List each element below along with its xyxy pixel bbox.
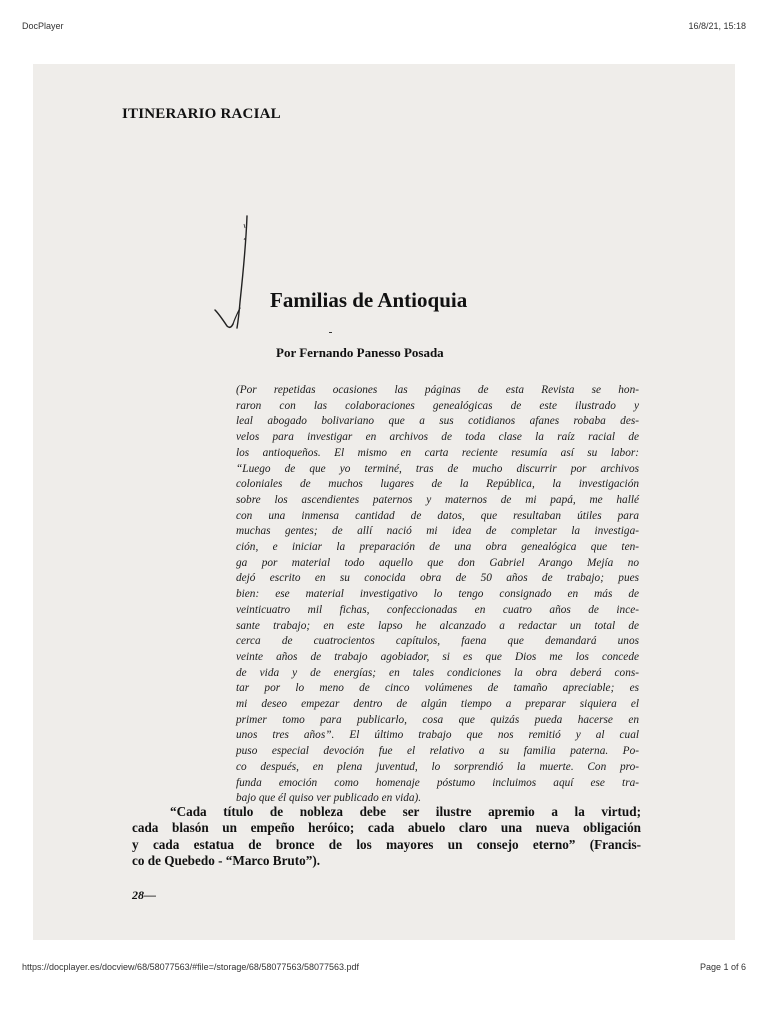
print-datetime: 16/8/21, 15:18 xyxy=(688,21,746,31)
intro-text-line: sobre los ascendientes paternos y maternos de mi papá, me hallé xyxy=(236,493,639,506)
intro-text-line: muchas gentes; de allí nació mi idea de completar la investiga- xyxy=(236,525,639,538)
scanned-page xyxy=(33,64,735,940)
intro-text-line: funda emoción como homenaje póstumo incluimos aquí ese tra- xyxy=(236,776,639,789)
intro-text-line: coloniales de muchos lugares de la República, la investigación xyxy=(236,478,639,491)
intro-text-line: velos para investigar en archivos de toda clase la raíz racial de xyxy=(236,431,639,444)
intro-text-line: ción, e iniciar la preparación de una obra genealógica que ten- xyxy=(236,541,639,554)
intro-text-line: sante trabajo; en este lapso he alcanzado a redactar un total de xyxy=(236,619,639,632)
print-header xyxy=(22,19,746,33)
article-title: Familias de Antioquia xyxy=(270,288,468,312)
intro-text-line: veinte años de trabajo agobiador, si es que Dios me los concede xyxy=(236,650,639,663)
intro-text-line: (Por repetidas ocasiones las páginas de esta Revista se hon- xyxy=(236,384,639,396)
print-speck xyxy=(329,332,332,333)
intro-text-line: bien: ese material investigativo lo tengo consignado en más de xyxy=(236,588,639,601)
print-footer xyxy=(22,960,746,974)
quote-text-line: co de Quebedo - “Marco Bruto”). xyxy=(132,853,321,869)
handwritten-check-mark xyxy=(209,214,249,338)
intro-text-line: cerca de cuatrocientos capítulos, faena que demandará unos xyxy=(236,635,639,648)
intro-text-line: ga por material todo aquello que don Gabriel Arango Mejía no xyxy=(236,556,639,569)
intro-text-line: raron con las colaboraciones genealógicas de este ilustrado y xyxy=(236,399,639,412)
intro-text-line: bajo que él quiso ver publicado en vida). xyxy=(236,792,422,805)
intro-text-line: “Luego de que yo terminé, tras de mucho discurrir por archivos xyxy=(236,462,639,475)
page-indicator: Page 1 of 6 xyxy=(699,962,746,972)
intro-text-line: mi deseo empezar dentro de algún tiempo a preparar siquiera el xyxy=(236,698,639,711)
quote-text-line: “Cada título de nobleza debe ser ilustre apremio a la virtud; xyxy=(170,804,641,819)
intro-text-line: tar por lo meno de cinco volúmenes de tamaño apreciable; es xyxy=(236,682,639,695)
intro-text-line: primer tomo para publicarlo, cosa que quizás pueda hacerse en xyxy=(236,713,639,726)
page-number: 28— xyxy=(132,888,156,902)
quote-text-line: y cada estatua de bronce de los mayores un consejo eterno” (Francis- xyxy=(132,836,641,852)
intro-text-line: unos tres años”. El último trabajo que nos remitió y al cual xyxy=(236,729,639,742)
introduction-paragraph xyxy=(236,383,639,807)
intro-text-line: veinticuatro mil fichas, confeccionadas en cuatro años de ince- xyxy=(236,603,639,616)
intro-text-line: dejó escrito en su conocida obra de 50 años de trabajo; pues xyxy=(236,572,639,585)
section-title: ITINERARIO RACIAL xyxy=(122,106,281,122)
quote-text-line: cada blasón un empeño heróico; cada abuelo claro una nueva obligación xyxy=(132,820,641,836)
intro-text-line: de vida y de energías; en tales condiciones la obra deberá cons- xyxy=(236,666,639,679)
intro-text-line: con una inmensa cantidad de datos, que resultaban útiles para xyxy=(236,509,639,522)
site-title: DocPlayer xyxy=(22,21,64,31)
epigraph-quote xyxy=(132,804,641,870)
intro-text-line: co después, en plena juventud, lo sorprendió la muerte. Con pro- xyxy=(236,760,639,773)
intro-text-line: los antioqueños. El mismo en carta reciente resumía así su labor: xyxy=(236,446,639,459)
author-byline: Por Fernando Panesso Posada xyxy=(276,345,444,360)
document-url: https://docplayer.es/docview/68/58077563/#file=/storage/68/58077563/58077563.pdf xyxy=(22,962,360,972)
intro-text-line: puso especial devoción fue el relativo a su familia paterna. Po- xyxy=(236,745,639,758)
intro-text-line: leal abogado bolivariano que a sus cotidianos afanes robaba des- xyxy=(236,415,639,428)
